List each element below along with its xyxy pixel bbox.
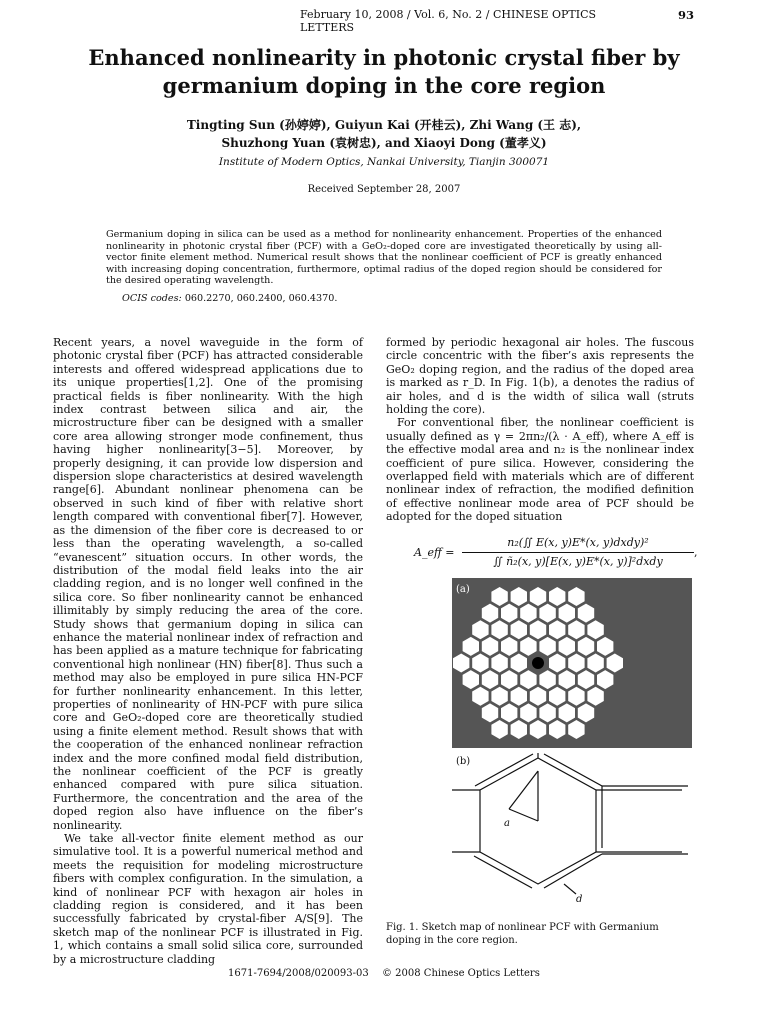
equation-lhs: A_eff =	[414, 546, 455, 559]
footer-issn: 1671-7694/2008/020093-03	[228, 968, 369, 979]
panel-b-label: (b)	[456, 756, 471, 767]
panel-a-label: (a)	[456, 584, 470, 595]
ocis-values: 060.2270, 060.2400, 060.4370.	[184, 293, 338, 304]
doped-core	[532, 657, 544, 669]
paragraph-method: We take all-vector finite element method as our simulative tool. It is a powerful numerical method and meets the requisition for modeling microstructure fibers with complex configuration. In the simulation, a kind of nonlinear PCF with hexagon air holes in cladding region is considered, and it has been successfully fabricated by crystal-fiber A/S[9]. The sketch map of the nonlinear PCF is illustrated in Fig. 1, which contains a small solid silica core, surrounded by a microstructure cladding	[53, 832, 363, 966]
paragraph-structure: formed by periodic hexagonal air holes. The fuscous circle concentric with the fiber’s axis represents the GeO₂ doping region, and the radius of the doped area is marked as r_D. In Fig. 1(b), a denotes the radius of air holes, and d is the width of silica wall (struts holding the core).	[386, 336, 694, 417]
authors-line-2: Shuzhong Yuan (袁树忠), and Xiaoyi Dong (董孝义)	[221, 136, 547, 150]
ocis-codes	[122, 293, 337, 304]
page-number: 93	[678, 8, 695, 22]
received-date: Received September 28, 2007	[307, 184, 461, 195]
figure-1-svg	[452, 578, 692, 916]
right-column	[386, 336, 694, 524]
authors-line-1: Tingting Sun (孙婷婷), Guiyun Kai (开桂云), Zhi Wang (王 志),	[186, 118, 582, 132]
ocis-label: OCIS codes:	[122, 293, 182, 304]
label-d: d	[576, 894, 583, 905]
equation-numerator: n₂(∬ E(x, y)E*(x, y)dxdy)²	[507, 536, 649, 549]
abstract: Germanium doping in silica can be used as a method for nonlinearity enhancement. Properties of the enhanced nonlinearity in photonic crystal fiber (PCF) with a GeO₂-doped core are investigated theoretically by using all-vector finite element method. Numerical result shows that the nonlinear coefficient of PCF is greatly enhanced with increasing doping concentration, furthermore, optimal radius of the doped region should be considered for the desired operating wavelength.	[106, 229, 662, 286]
wall-bottom-left	[474, 856, 532, 888]
authors	[100, 116, 668, 152]
equation-denominator: ∬ ñ₂(x, y)[E(x, y)E*(x, y)]²dxdy	[493, 555, 663, 568]
left-column	[53, 336, 363, 966]
fraction-bar	[462, 552, 694, 553]
wall-inner-line	[544, 754, 602, 848]
affiliation: Institute of Modern Optics, Nankai University, Tianjin 300071	[218, 156, 550, 168]
label-a: a	[504, 818, 510, 829]
panel-b-sketch	[452, 753, 688, 894]
wall-bottom-right	[544, 854, 602, 888]
figure-caption: Fig. 1. Sketch map of nonlinear PCF with Germanium doping in the core region.	[386, 922, 659, 946]
paper-title: Enhanced nonlinearity in photonic crystal fiber by germanium doping in the core region	[88, 45, 680, 98]
radius-line-base	[509, 809, 538, 821]
wall-top-left	[475, 754, 533, 786]
equation-trailing: ,	[694, 546, 698, 559]
running-header: February 10, 2008 / Vol. 6, No. 2 / CHINESE OPTICS LETTERS	[300, 8, 597, 34]
paragraph-nonlinear: For conventional fiber, the nonlinear coefficient is usually defined as γ = 2πn₂/(λ · A_eff), where A_eff is the effective modal area and n₂ is the nonlinear index coefficient of pure silica. However, considering the overlapped field with materials which are of different nonlinear index of refraction, the modified definition of effective nonlinear mode area of PCF should be adopted for the doped situation	[386, 416, 694, 524]
paragraph-intro: Recent years, a novel waveguide in the form of photonic crystal fiber (PCF) has attracted considerable interests and offered widespread applications due to its unique properties[1,2]. One of the promising practical fields is fiber nonlinearity. With the high index contrast between silica and air, the microstructure fiber can be designed with a smaller core area allowing stronger mode confinement, thus having higher nonlinearity[3−5]. Moreover, by properly designing, it can provide low dispersion and dispersion slope characteristics at desired wavelength range[6]. Abundant nonlinear phenomena can be observed in such kind of fiber with relative short length compared with conventional fiber[7]. However, as the dimension of the fiber core is decreased to or less than the operating wavelength, a so-called “evanescent” situation occurs. In other words, the distribution of the modal field leaks into the air cladding region, and is no longer well confined in the silica core. So fiber nonlinearity cannot be enhanced illimitably by simply reducing the area of the core. Study shows that germanium doping in silica can enhance the material nonlinear index of refraction and has been applied as a mature technique for fabricating conventional high nonlinear (HN) fiber[8]. Thus such a method may also be employed in pure silica HN-PCF for further nonlinearity enhancement. In this letter, properties of nonlinearity of HN-PCF with pure silica core and GeO₂-doped core are theoretically studied using a finite element method. Result shows that with the cooperation of the enhanced nonlinear refraction index and the more confined modal field distribution, the nonlinear coefficient of the PCF is greatly enhanced compared with pure silica situation. Furthermore, the concentration and the area of the doped region also have influence on the fiber’s nonlinearity.	[53, 336, 363, 832]
radius-line-a	[509, 771, 538, 809]
equation-aeff	[400, 536, 700, 572]
footer-copyright: © 2008 Chinese Optics Letters	[382, 968, 540, 979]
width-marker-d	[564, 884, 576, 894]
figure-1	[452, 578, 692, 916]
